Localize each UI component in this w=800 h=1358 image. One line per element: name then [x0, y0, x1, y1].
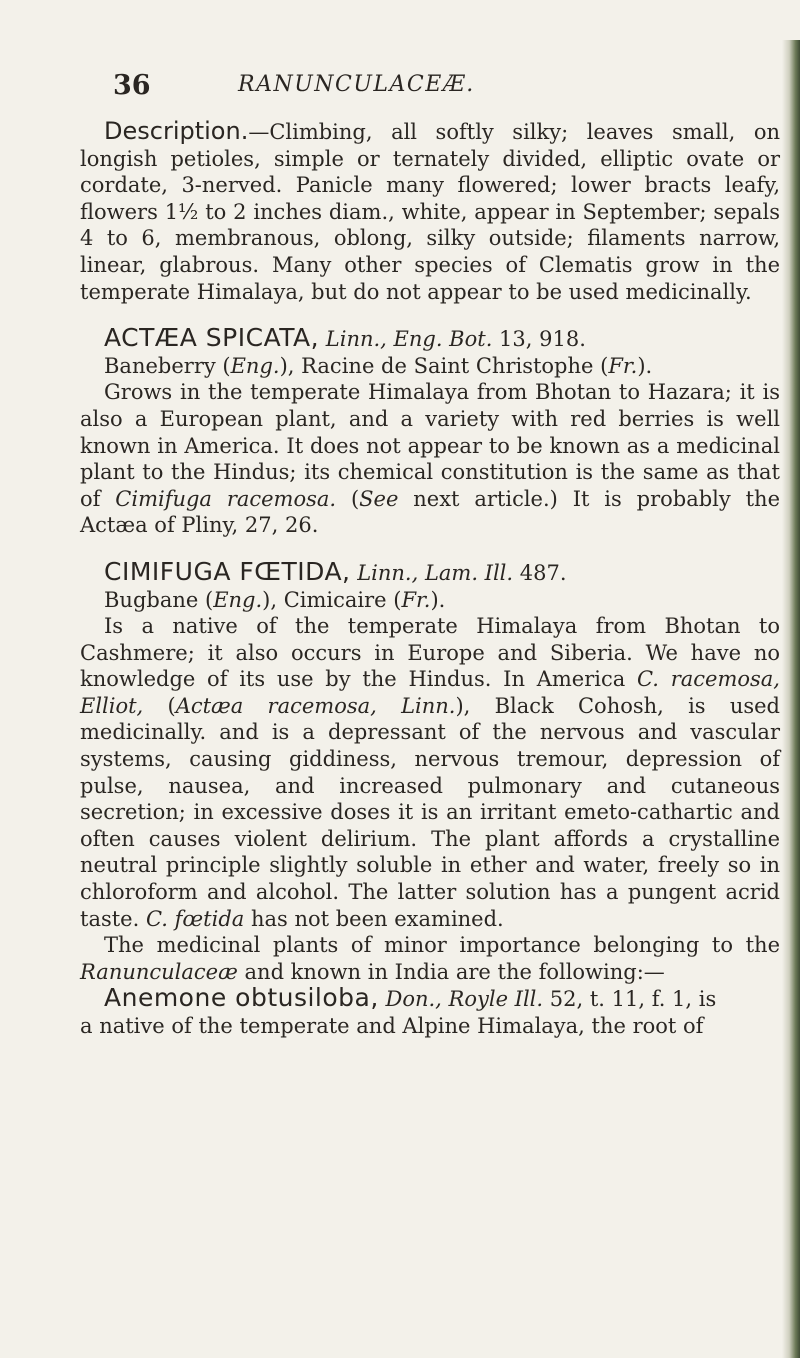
actaea-lang-2: Fr.: [608, 353, 638, 378]
cimifuga-text-4: has not been examined.: [244, 906, 504, 931]
cimifuga-title: CIMIFUGA FŒTIDA,: [104, 556, 351, 586]
actaea-text-3: next article.) It is probably the Actæa of Pliny, 27, 26.: [80, 486, 781, 538]
actaea-citation-rest: 13, 918.: [492, 327, 586, 352]
actaea-name-2: ), Racine de Saint Christophe (: [279, 353, 609, 378]
cimifuga-name-2: ), Cimicaire (: [262, 587, 402, 612]
actaea-species: Cimifuga racemosa.: [115, 486, 337, 511]
actaea-text-2: (: [336, 486, 360, 511]
actaea-lang-1: Eng.: [230, 353, 280, 378]
closing-family: Ranunculaceæ: [80, 959, 238, 984]
cimifuga-citation: Linn., Lam. Ill.: [357, 560, 514, 585]
anemone-heading: [80, 985, 780, 1013]
cimifuga-text-1: Is a native of the temperate Himalaya from Bhotan to Cashmere; it also occurs in Europe and Siberia. We have no knowledge of its use by the Hindus. In America: [80, 614, 780, 692]
page-body: [80, 118, 780, 1040]
actaea-heading: [80, 325, 780, 353]
description-text: —Climbing, all softly silky; leaves small, on longish petioles, simple or ternately divided, elliptic ovate or cordate, 3-nerved. Panicle many flowered; lower bracts leafy, flowers 1½ to 2 inches diam., white, appear in September; sepals 4 to 6, membranous, oblong, silky outside; filaments narrow, linear, glabrous. Many other species of Clematis grow in the temperate Himalaya, but do not appear to be used medicinally.: [80, 120, 780, 304]
closing-text-2: and known in India are the following:—: [237, 959, 665, 984]
cimifuga-names: [80, 587, 780, 614]
running-title: RANUNCULACEÆ.: [238, 72, 475, 97]
cimifuga-name-1: Bugbane (: [104, 587, 214, 612]
anemone-citation-rest: 52, t. 11, f. 1, is: [543, 987, 717, 1012]
description-paragraph: [80, 118, 780, 305]
cimifuga-c-racemosa: C. racemosa, Elliot,: [80, 667, 780, 718]
description-lead: Description.: [104, 117, 249, 145]
actaea-name-1: Baneberry (: [104, 353, 231, 378]
actaea-name-end: ).: [637, 353, 653, 378]
actaea-citation: Linn., Eng. Bot.: [325, 327, 493, 352]
anemone-text: a native of the temperate and Alpine Himalaya, the root of: [80, 1014, 704, 1038]
actaea-paragraph: [80, 379, 780, 539]
cimifuga-lang-1: Eng.: [213, 587, 263, 612]
cimifuga-citation-rest: 487.: [513, 560, 567, 585]
page-number: 36: [113, 70, 151, 101]
page-header: [113, 70, 753, 106]
cimifuga-actaea-racemosa: Actæa racemosa, Linn.: [175, 693, 456, 718]
page-edge-shadow: [782, 40, 800, 1358]
cimifuga-text-2: (: [143, 693, 176, 718]
actaea-text-1: Grows in the temperate Himalaya from Bhotan to Hazara; it is also a European plant, and a variety with red berries is well known in America. It does not appear to be known as a medicinal plant to the Hindus; its chemical constitution is the same as that of: [80, 380, 780, 511]
cimifuga-text-3: ), Black Cohosh, is used medicinally. and is a depressant of the nervous and vascular systems, causing giddiness, nervous tremour, depression of pulse, nausea, and increased pulmonary and cutaneous secretion; in excessive doses it is an irritant emeto-cathartic and often causes violent delirium. The plant affords a crystalline neutral principle slightly soluble in ether and water, freely so in chloroform and alcohol. The latter solution has a pungent acrid taste.: [80, 693, 780, 931]
actaea-names: [80, 353, 780, 380]
closing-paragraph: [80, 932, 780, 985]
actaea-title: ACTÆA SPICATA,: [104, 323, 320, 353]
cimifuga-lang-2: Fr.: [401, 587, 431, 612]
anemone-citation: Don., Royle Ill.: [385, 987, 544, 1012]
cimifuga-name-end: ).: [430, 587, 446, 612]
cimifuga-paragraph: [80, 613, 780, 932]
cimifuga-heading: [80, 556, 780, 587]
anemone-paragraph: [80, 1013, 780, 1040]
cimifuga-c-foetida: C. fœtida: [145, 906, 245, 931]
anemone-title: Anemone obtusiloba,: [104, 983, 379, 1013]
actaea-see: See: [359, 486, 399, 511]
closing-text-1: The medicinal plants of minor importance belonging to the: [104, 933, 780, 958]
